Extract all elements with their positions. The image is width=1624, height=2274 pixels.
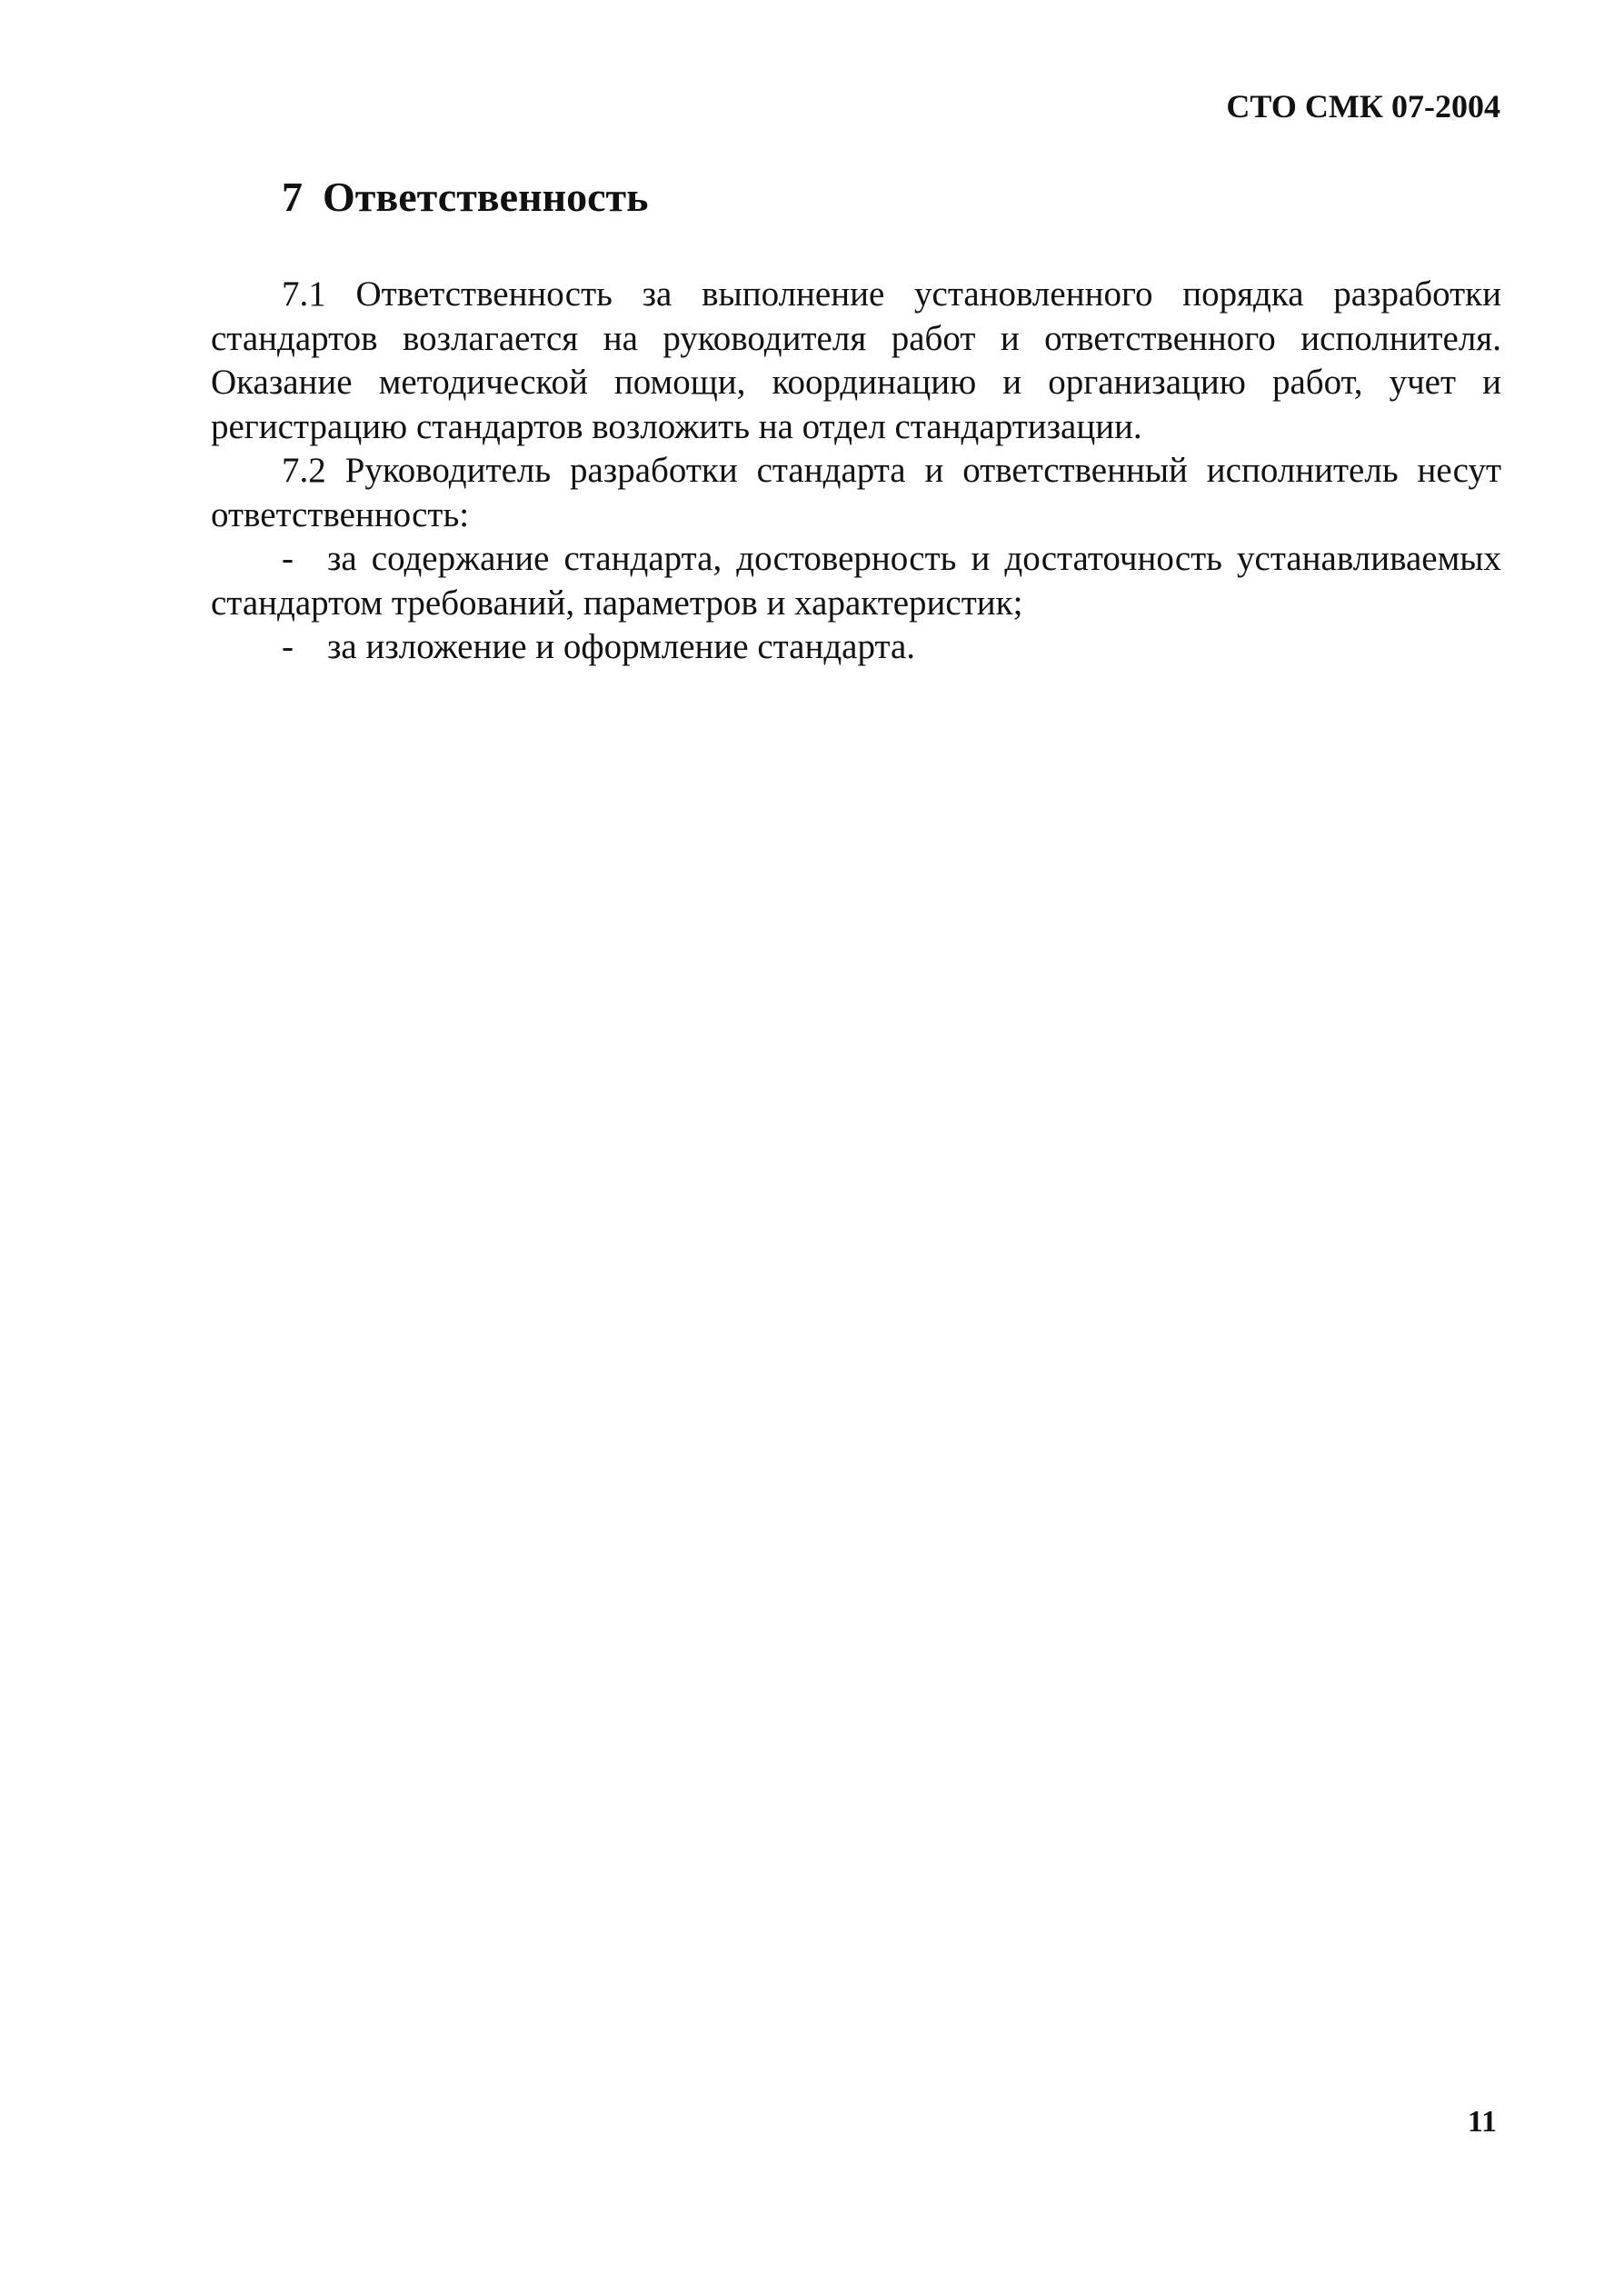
section-title: Ответственность: [323, 174, 649, 220]
section-body: [211, 273, 1501, 670]
list-marker: -: [282, 627, 294, 666]
list-item-text: за содержание стандарта, достоверность и достаточность устанавливаемых стандартом требований, параметров и характеристик;: [211, 539, 1501, 623]
list-item: [211, 625, 1501, 670]
page-number: 11: [1467, 2105, 1497, 2139]
section-heading: [282, 173, 648, 221]
list-marker: -: [282, 539, 294, 578]
paragraph-7-1: 7.1 Ответственность за выполнение установленного порядка разработки стандартов возлагается на руководителя работ и ответственного исполнителя. Оказание методической помощи, координацию и организацию работ, учет и регистрацию стандартов возложить на отдел стандартизации.: [211, 274, 1501, 446]
list-item-text: за изложение и оформление стандарта.: [327, 627, 916, 666]
paragraph-7-2: 7.2 Руководитель разработки стандарта и ответственный исполнитель несут ответственность:: [211, 451, 1501, 534]
list-item: [211, 537, 1501, 625]
section-number: 7: [282, 174, 303, 220]
document-code: СТО СМК 07-2004: [1226, 88, 1500, 125]
